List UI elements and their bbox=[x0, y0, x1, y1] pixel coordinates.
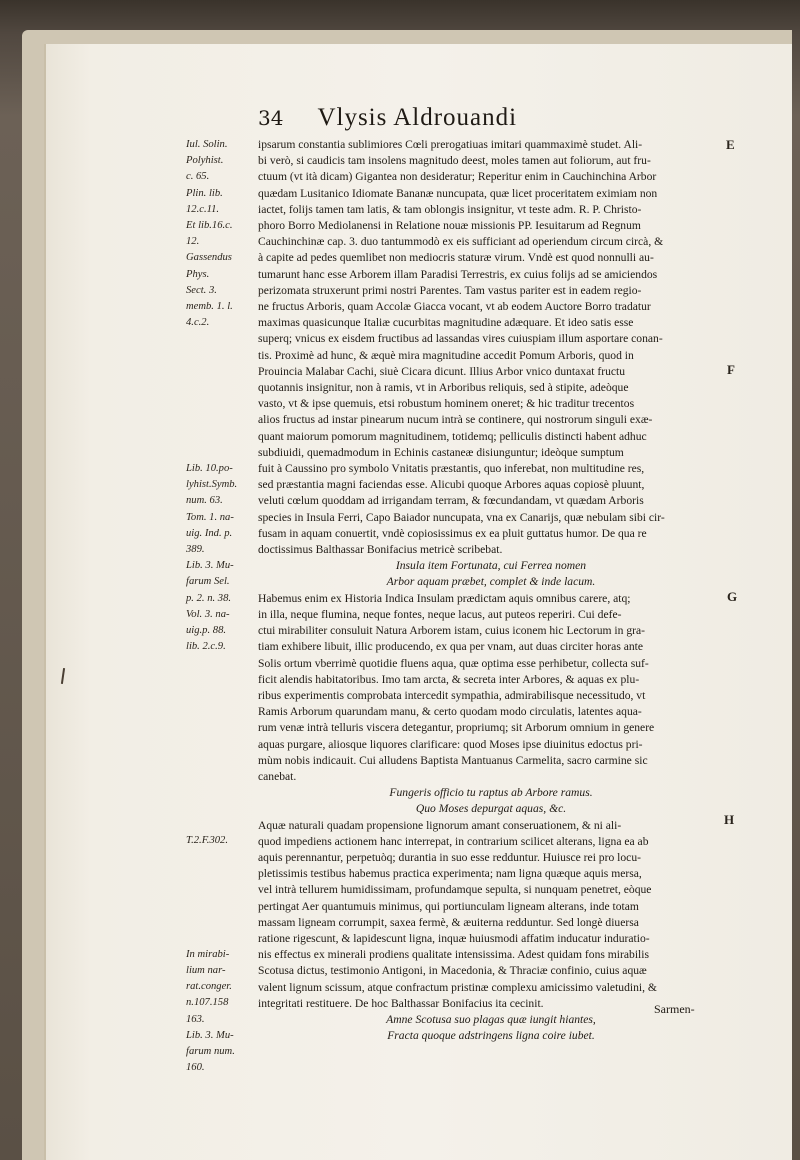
text-line: maximas quasicunque Italiæ cucurbitas magnitudine adæquare. Et ideo satis esse bbox=[258, 316, 634, 330]
margin-note: Iul. Solin. bbox=[186, 139, 228, 150]
text-line: ctuum (vt ità dicam) Gigantea non desideratur; Reperitur enim in Cauchinchina Arbor bbox=[258, 170, 657, 184]
verse-quote bbox=[258, 785, 724, 817]
text-line: bi verò, si caudicis tam insolens magnitudo deest, moles tamen aut foliorum, aut fru- bbox=[258, 154, 651, 168]
text-line: quotannis insignitur, non à ramis, vt in Arboribus reliquis, sed à stipite, adeòque bbox=[258, 381, 629, 395]
text-line: perizomata struxerunt primi nostri Parentes. Tam vastus pariter est in eadem regio- bbox=[258, 283, 642, 297]
text-line: quant maiorum pomorum magnitudinem, totidemq; pelliculis distincti habent adhuc bbox=[258, 429, 647, 443]
verse-line: Arbor aquam præbet, complet & inde lacum. bbox=[386, 575, 596, 589]
text-line: Prouincia Malabar Cachi, siuè Cicara dicunt. Illius Arbor vnico duntaxat fructu bbox=[258, 364, 626, 378]
margin-note: Sect. 3. bbox=[186, 284, 217, 296]
text-line: fusam in aquam conuertit, vndè copiosissimus ex ea pluit guttatus humor. De qua re bbox=[258, 526, 647, 540]
text-line: mùm nobis indicauit. Cui alludens Baptista Mantuanus Carmelita, sacro carmine sic bbox=[258, 753, 648, 767]
verse-line: Amne Scotusa suo plagas quæ iungit hiantes, bbox=[386, 1012, 596, 1026]
text-line: ficit alendis habitatoribus. Imo tam arcta, & secreta inter Arbores, & aquas ex plu- bbox=[258, 672, 640, 686]
text-line: Scotusa dictus, testimonio Antigoni, in Macedonia, & Thraciæ confinio, cuius aquæ bbox=[258, 964, 647, 978]
margin-note: lyhist.Symb. bbox=[186, 479, 238, 491]
verse-line: Quo Moses depurgat aquas, &c. bbox=[415, 802, 567, 816]
text-line: à capite ad pedes quemlibet non mediocris staturæ virum. Vndè est quod nonnulli au- bbox=[258, 251, 654, 265]
margin-note: 12. bbox=[186, 236, 200, 248]
main-text bbox=[258, 137, 724, 1044]
verse-quote bbox=[258, 558, 724, 590]
signature-letter-e: E bbox=[726, 137, 735, 152]
text-line: vel intrà tellurem humidissimam, profundamque sepulta, si nunquam penetret, eòque bbox=[258, 883, 652, 897]
margin-note: memb. 1. l. bbox=[186, 301, 233, 313]
margin-note: num. 63. bbox=[186, 495, 223, 507]
margin-notes bbox=[186, 137, 256, 1076]
text-line: quod impediens actionem hanc interrepat, in contrarium scilicet alterans, ligna ea ab bbox=[258, 834, 649, 848]
text-line: superq; vnicus ex eisdem fructibus ad lassandas vires cuiuspiam illum asportare conan- bbox=[258, 332, 663, 346]
paragraph bbox=[258, 818, 724, 1012]
margin-note: Lib. 3. Mu- bbox=[186, 1029, 234, 1041]
page-number: 34 bbox=[258, 106, 284, 130]
text-line: ratione rigescunt, & lapidescunt ligna, inquæ huiusmodi affatim inducatur induratio- bbox=[258, 931, 650, 945]
paragraph bbox=[258, 137, 724, 558]
text-line: alios fructus ad instar pinearum nucum intrà se continere, qui nostrorum singuli exæ- bbox=[258, 413, 653, 427]
text-line: pletissimis testibus habemus practica experimenta; nam ligna quæque aquis mersa, bbox=[258, 867, 642, 881]
margin-note: 389. bbox=[186, 543, 205, 555]
text-line: ne fructus Arboris, quam Accolæ Giacca vocant, vt ab eodem Auctore Borro tradatur bbox=[258, 300, 651, 314]
text-line: nis effectus ex minerali prodiens qualitate intensissima. Adest quidam fons mirabilis bbox=[258, 948, 649, 962]
margin-note: Tom. 1. na- bbox=[186, 511, 234, 523]
text-line: subdiuidi, quemadmodum in Echinis castaneæ disiunguntur; ideòque sumptum bbox=[258, 445, 624, 459]
text-line: in illa, neque flumina, neque fontes, neque lacus, aut puteos reperiri. Cui defe- bbox=[258, 607, 622, 621]
margin-note: 12.c.11. bbox=[186, 203, 220, 215]
margin-note: n.107.158 bbox=[186, 997, 229, 1009]
margin-note: Vol. 3. na- bbox=[186, 608, 230, 620]
signature-letter-h: H bbox=[724, 812, 735, 827]
signature-letter-f: F bbox=[727, 362, 735, 377]
text-line: aquis perennantur, perpetuòq; durantia in suo esse redduntur. Huiusce rei pro locu- bbox=[258, 850, 641, 864]
verse-line: Fracta quoque adstringens ligna coire iubet. bbox=[387, 1029, 595, 1043]
margin-note: 163. bbox=[186, 1013, 205, 1025]
text-line: tiam exhibere libuit, illic producendo, ex qua per vnam, aut duas circiter horas ante bbox=[258, 640, 644, 654]
text-line: doctissimus Balthassar Bonifacius metricè scribebat. bbox=[258, 543, 503, 557]
page-header bbox=[258, 104, 588, 132]
text-line: sed præstantia magni faciendas esse. Alicubi quoque Arbores aquas copiosè pluunt, bbox=[258, 478, 645, 492]
margin-note: uig. Ind. p. bbox=[186, 527, 233, 539]
text-line: species in Insula Ferri, Capo Baiador nuncupata, vna ex Canarijs, quæ nebulam sibi cir- bbox=[258, 510, 665, 524]
text-line: valent lignum scissum, atque confractum pristinæ complexu amicissimo valetudini, & bbox=[258, 980, 657, 994]
paragraph bbox=[258, 591, 724, 785]
text-line: phoro Borro Mediolanensi in Relatione nouæ missionis PP. Iesuitarum ad Regnum bbox=[258, 219, 641, 233]
text-line: pertingat Aer quantumuis minimus, qui portiunculam ligneam alterans, inde totam bbox=[258, 899, 639, 913]
running-head: Vlysis Aldrouandi bbox=[317, 104, 518, 131]
text-line: tis. Proximè ad hunc, & æquè mira magnitudine accedit Pomum Arboris, quod in bbox=[258, 348, 634, 362]
margin-note: 160. bbox=[186, 1062, 205, 1074]
text-line: Habemus enim ex Historia Indica Insulam prædictam aquis omnibus carere, atq; bbox=[258, 591, 631, 605]
margin-note: Lib. 3. Mu- bbox=[186, 560, 234, 572]
text-line: ribus experimentis comprobata intercedit sympathia, admirabilisque necessitudo, vt bbox=[258, 688, 646, 702]
text-line: iactet, folijs tamen tam latis, & tam oblongis insignitur, vt teste adm. R. P. Christo- bbox=[258, 202, 642, 216]
text-line: veluti cœlum quoddam ad irrigandam terram, & fœcundandam, vt quædam Arboris bbox=[258, 494, 644, 508]
text-line: rum venæ intrà telluris viscera detegantur, propriumq; sit Arborum omnium in genere bbox=[258, 721, 655, 735]
margin-note: T.2.F.302. bbox=[186, 835, 228, 847]
margin-note: farum Sel. bbox=[186, 576, 230, 588]
margin-note: lium nar- bbox=[186, 964, 226, 976]
margin-note: Lib. 10.po- bbox=[186, 462, 233, 474]
text-line: tumarunt hanc esse Arborem illam Paradisi Terrestris, ex cuius folijs ad se amiciendos bbox=[258, 267, 658, 281]
text-line: massam ligneam corrumpit, saxea fermè, & æuiterna redduntur. Sed longè diuersa bbox=[258, 915, 639, 929]
margin-note: Et lib.16.c. bbox=[186, 220, 233, 232]
margin-note: 4.c.2. bbox=[186, 317, 210, 329]
text-line: canebat. bbox=[258, 769, 297, 783]
verse-line: Insula item Fortunata, cui Ferrea nomen bbox=[395, 559, 587, 573]
text-line: ctui mirabiliter consuluit Natura Arborem istam, cuius iconem hic Lectorum in gra- bbox=[258, 624, 645, 638]
signature-letter-g: G bbox=[727, 589, 738, 604]
margin-note: uig.p. 88. bbox=[186, 624, 227, 636]
text-line: Cauchinchinæ cap. 3. duo tantummodò ex eis sufficiant ad operiendum circum circà, & bbox=[258, 235, 664, 249]
text-line: Solis ortum vberrimè quotidie fluens aqua, quæ optima esse perhibetur, collecta suf- bbox=[258, 656, 649, 670]
margin-note: In mirabi- bbox=[186, 948, 230, 960]
margin-note: Gassendus bbox=[186, 252, 232, 264]
text-line: vasto, vt & ipse quemuis, etsi robustum hominem oneret; & hic traditur trecentos bbox=[258, 397, 635, 411]
text-line: aquas purgare, aliosque liquores clarificare: quod Moses ipse diuinitus edoctus pri- bbox=[258, 737, 643, 751]
margin-note: farum num. bbox=[186, 1045, 235, 1057]
catchword: Sarmen- bbox=[654, 1002, 695, 1016]
text-line: fuit à Caussino pro symbolo Vnitatis præstantis, quo inferebat, non multitudine res, bbox=[258, 462, 645, 476]
margin-note: p. 2. n. 38. bbox=[186, 592, 232, 604]
text-line: Ramis Arborum quarundam manu, & certo quodam modo circulatis, latentes aqua- bbox=[258, 705, 642, 719]
margin-note: rat.conger. bbox=[186, 981, 232, 993]
verse-line: Fungeris officio tu raptus ab Arbore ramus. bbox=[389, 786, 593, 800]
text-line: ipsarum constantia sublimiores Cœli prerogatiuas imitari quammaximè studet. Ali- bbox=[258, 138, 643, 151]
text-line: integritati restituere. De hoc Balthassar Bonifacius ita cecinit. bbox=[258, 996, 544, 1010]
margin-note: lib. 2.c.9. bbox=[186, 641, 226, 653]
text-line: quædam Lusitanico Idiomate Bananæ nuncupata, quæ licet proceritatem eximiam non bbox=[258, 186, 658, 200]
text-line: Aquæ naturali quadam propensione lignorum amant conseruationem, & ni ali- bbox=[258, 818, 622, 832]
margin-note: Polyhist. bbox=[186, 155, 224, 167]
margin-note: Plin. lib. bbox=[186, 187, 223, 199]
margin-note: Phys. bbox=[186, 268, 210, 280]
margin-note: c. 65. bbox=[186, 171, 210, 183]
